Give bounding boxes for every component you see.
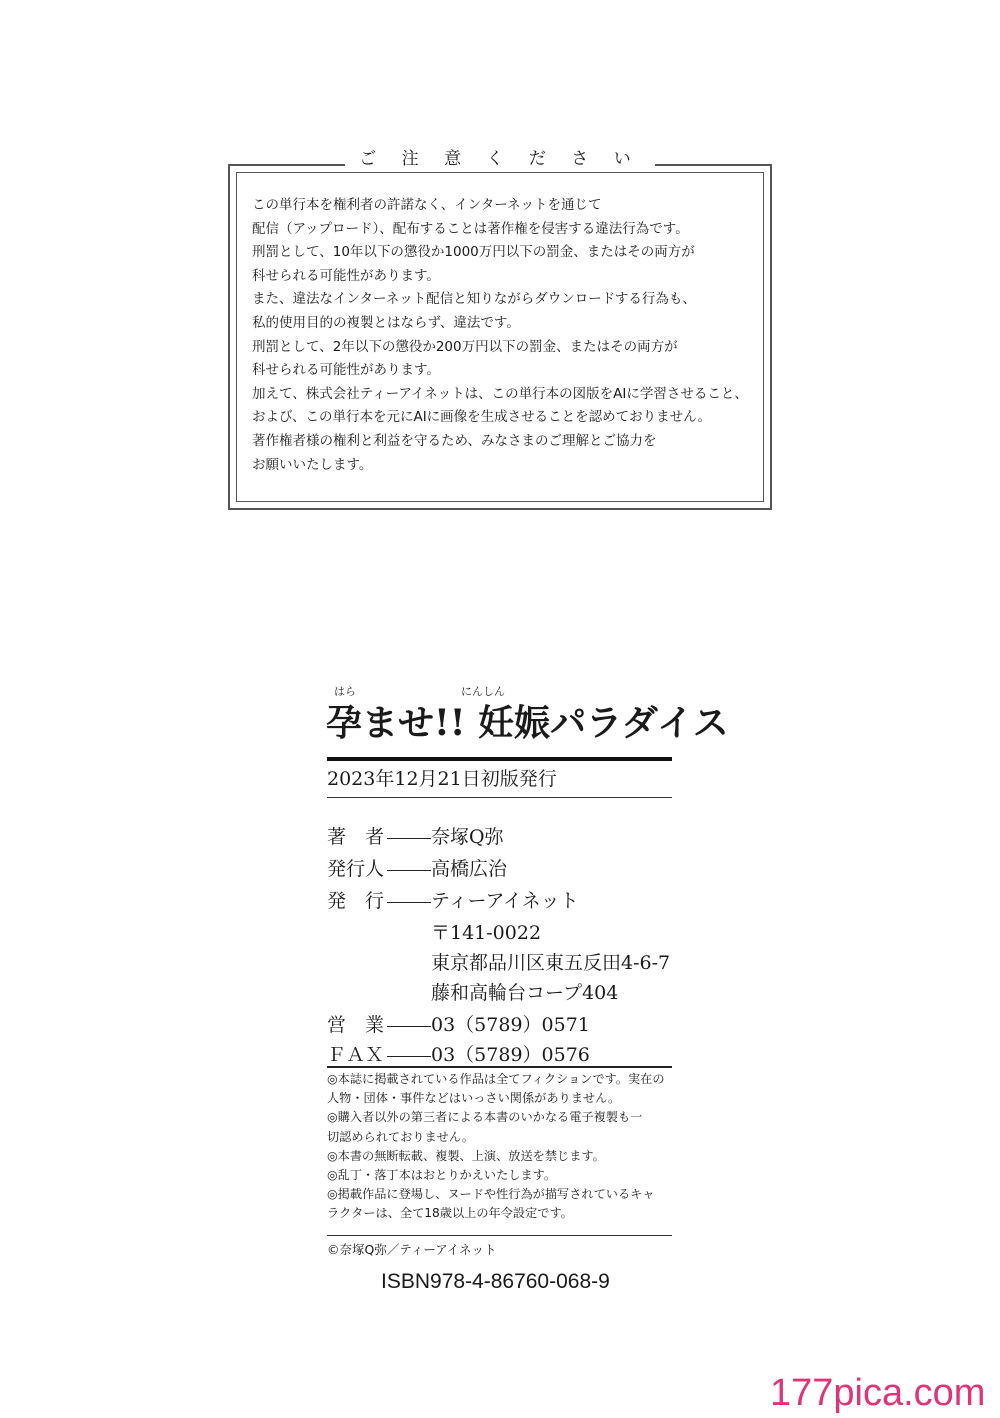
- disclaimer-line: 人物・団体・事件などはいっさい関係がありません。: [327, 1091, 621, 1106]
- notice-line: 著作権者様の権利と利益を守るため、みなさまのご理解とご協力を: [252, 432, 657, 449]
- author-name: 奈塚Q弥: [431, 826, 504, 848]
- postal-code: 〒141-0022: [431, 922, 542, 944]
- copyright: ©奈塚Q弥／ティーアイネット: [327, 1242, 497, 1257]
- notice-line: この単行本を権利者の許諾なく、インターネットを通じて: [252, 197, 602, 213]
- title-rule: [327, 757, 672, 761]
- notice-line: 科せられる可能性があります。: [252, 362, 440, 379]
- disclaimer-line: ◎本誌に掲載されている作品は全てフィクションです。実在の: [327, 1072, 665, 1086]
- notice-line: 私的使用目的の複製とはならず、違法です。: [252, 314, 520, 331]
- publisher-label: 発 行: [327, 890, 385, 912]
- title-ruby-hara: はら: [334, 685, 356, 698]
- notice-title-text: ご 注 意 く だ さ い: [345, 149, 654, 169]
- leader-dash: [387, 1026, 431, 1027]
- disclaimers: [327, 1070, 665, 1224]
- leader-dash: [387, 1056, 431, 1057]
- copyright-rule: [327, 1235, 672, 1236]
- title-ruby-ninshin: にんしん: [461, 685, 505, 698]
- disclaimer-line: ◎掲載作品に登場し、ヌードや性行為が描写されているキャ: [327, 1187, 655, 1202]
- publisher-person-name: 高橋広治: [431, 858, 508, 880]
- publisher-name: ティーアイネット: [431, 890, 579, 912]
- sales-phone: 03（5789）0571: [431, 1014, 590, 1036]
- fax-row: [327, 1040, 590, 1067]
- notice-line: 加えて、株式会社ティーアイネットは、この単行本の図版をAIに学習させること、: [252, 385, 748, 402]
- notice-line: お願いいたします。: [252, 456, 373, 473]
- notice-line: 配信（アップロード）、配布することは著作権を侵害する違法行為です。: [252, 220, 689, 237]
- disclaimer-line: ラクターは、全て18歳以上の年令設定です。: [327, 1206, 573, 1221]
- address-line-1: 東京都品川区東五反田4-6-7: [431, 952, 671, 974]
- isbn: ISBN978-4-86760-068-9: [381, 1270, 610, 1293]
- disclaimer-line: ◎本書の無断転載、複製、上演、放送を禁じます。: [327, 1148, 605, 1163]
- notice-box: [228, 149, 772, 510]
- fax-label: ＦＡＸ: [327, 1044, 385, 1066]
- leader-dash: [387, 838, 431, 839]
- notice-line: および、この単行本を元にAIに画像を生成させることを認めておりません。: [252, 409, 711, 426]
- sales-row: [327, 1010, 590, 1037]
- notice-text: [252, 194, 756, 477]
- author-row: [327, 822, 504, 849]
- leader-dash: [387, 870, 431, 871]
- watermark: 177pica.com: [770, 1372, 986, 1414]
- publisher-person-row: [327, 854, 507, 881]
- fax-number: 03（5789）0576: [431, 1044, 590, 1066]
- notice-line: 刑罰として、2年以下の懲役か200万円以下の罰金、またはその両方が: [252, 338, 678, 355]
- publication-date: 2023年12月21日初版発行: [327, 768, 557, 790]
- notice-line: 刑罰として、10年以下の懲役か1000万円以下の罰金、またはその両方が: [252, 244, 695, 261]
- address-line-2: 藤和高輪台コープ404: [431, 982, 619, 1004]
- disclaimer-line: ◎乱丁・落丁本はおとりかえいたします。: [327, 1167, 557, 1182]
- leader-dash: [387, 902, 431, 903]
- book-title: 孕ませ!! 妊娠パラダイス: [326, 702, 729, 744]
- notice-title: [230, 144, 770, 169]
- publisher-person-label: 発行人: [327, 858, 385, 880]
- date-rule: [327, 797, 672, 798]
- disclaimer-line: 切認められておりません。: [327, 1129, 474, 1144]
- publisher-row: [327, 886, 579, 913]
- sales-label: 営 業: [327, 1014, 385, 1036]
- author-label: 著 者: [327, 826, 385, 848]
- disclaimer-line: ◎購入者以外の第三者による本書のいかなる電子複製も一: [327, 1110, 643, 1125]
- notice-line: 科せられる可能性があります。: [252, 267, 440, 284]
- disclaimer-rule: [327, 1066, 672, 1068]
- notice-line: また、違法なインターネット配信と知りながらダウンロードする行為も、: [252, 291, 696, 308]
